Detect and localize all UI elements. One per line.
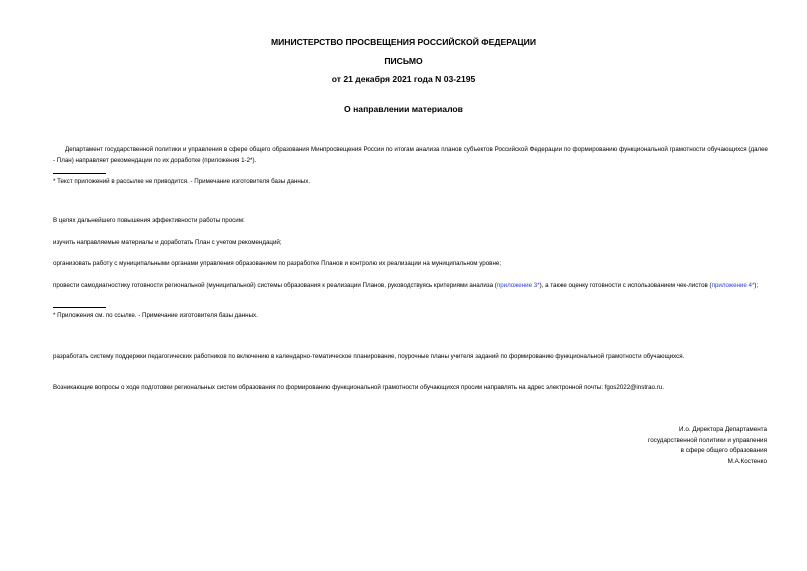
document-date-number: от 21 декабря 2021 года N 03-2195 [331, 74, 476, 84]
appendix-4-link[interactable]: приложение 4* [711, 282, 755, 289]
footnote-divider-2 [53, 307, 106, 308]
document-subject: О направлении материалов [344, 104, 463, 114]
request-item-3-text-a: провести самодиагностику готовности региональной (муниципальной) системы образования к реализации Планов, руководствуясь критериями анализа ( [53, 282, 497, 289]
signature-line-3: в сфере общего образования [680, 447, 767, 455]
request-item-2: организовать работу с муниципальными органами управления образованием по разработке Планов и контролю их реализации на муниципальном уровне; [53, 260, 502, 267]
signature-name: М.А.Костенко [727, 457, 767, 465]
footnote-1: * Текст приложений в рассылке не приводится. - Примечание изготовителя базы данных. [53, 178, 311, 185]
contact-paragraph: Возникающие вопросы о ходе подготовки региональных систем образования по формированию функциональной грамотности обучающихся просим направлять на адрес электронной почты: fgos2022@instrao.ru. [53, 384, 664, 391]
request-item-3-text-b: ), а также оценку готовности с использованием чек-листов ( [539, 282, 712, 289]
signature-line-2: государственной политики и управления [648, 436, 767, 444]
intro-paragraph: Департамент государственной политики и управления в сфере общего образования Минпросвещения России по итогам анализа планов субъектов Российской Федерации по формированию функциональной грамотности обучающихся (далее - План) направляет рекомендации по их доработке (приложения 1-2*). [53, 146, 768, 164]
footnote-2: * Приложения см. по ссылке. - Примечание изготовителя базы данных. [53, 312, 258, 319]
signature-line-1: И.о. Директора Департамента [679, 426, 767, 433]
request-item-1: изучить направляемые материалы и доработать План с учетом рекомендаций; [53, 239, 282, 246]
request-item-4: разработать систему поддержки педагогических работников по включению в календарно-тематическое планирование, поурочные планы учителя заданий по формированию функциональной грамотности обучающихся. [53, 353, 685, 360]
request-intro: В целях дальнейшего повышения эффективности работы просим: [53, 217, 245, 224]
ministry-title: МИНИСТЕРСТВО ПРОСВЕЩЕНИЯ РОССИЙСКОЙ ФЕДЕРАЦИИ [270, 37, 537, 47]
signature-block [648, 425, 767, 467]
document-type: ПИСЬМО [384, 56, 423, 66]
appendix-3-link[interactable]: приложение 3* [496, 282, 540, 289]
footnote-divider-1 [53, 173, 106, 174]
request-item-3-text-c: ); [754, 282, 759, 289]
request-item-3 [53, 281, 768, 292]
